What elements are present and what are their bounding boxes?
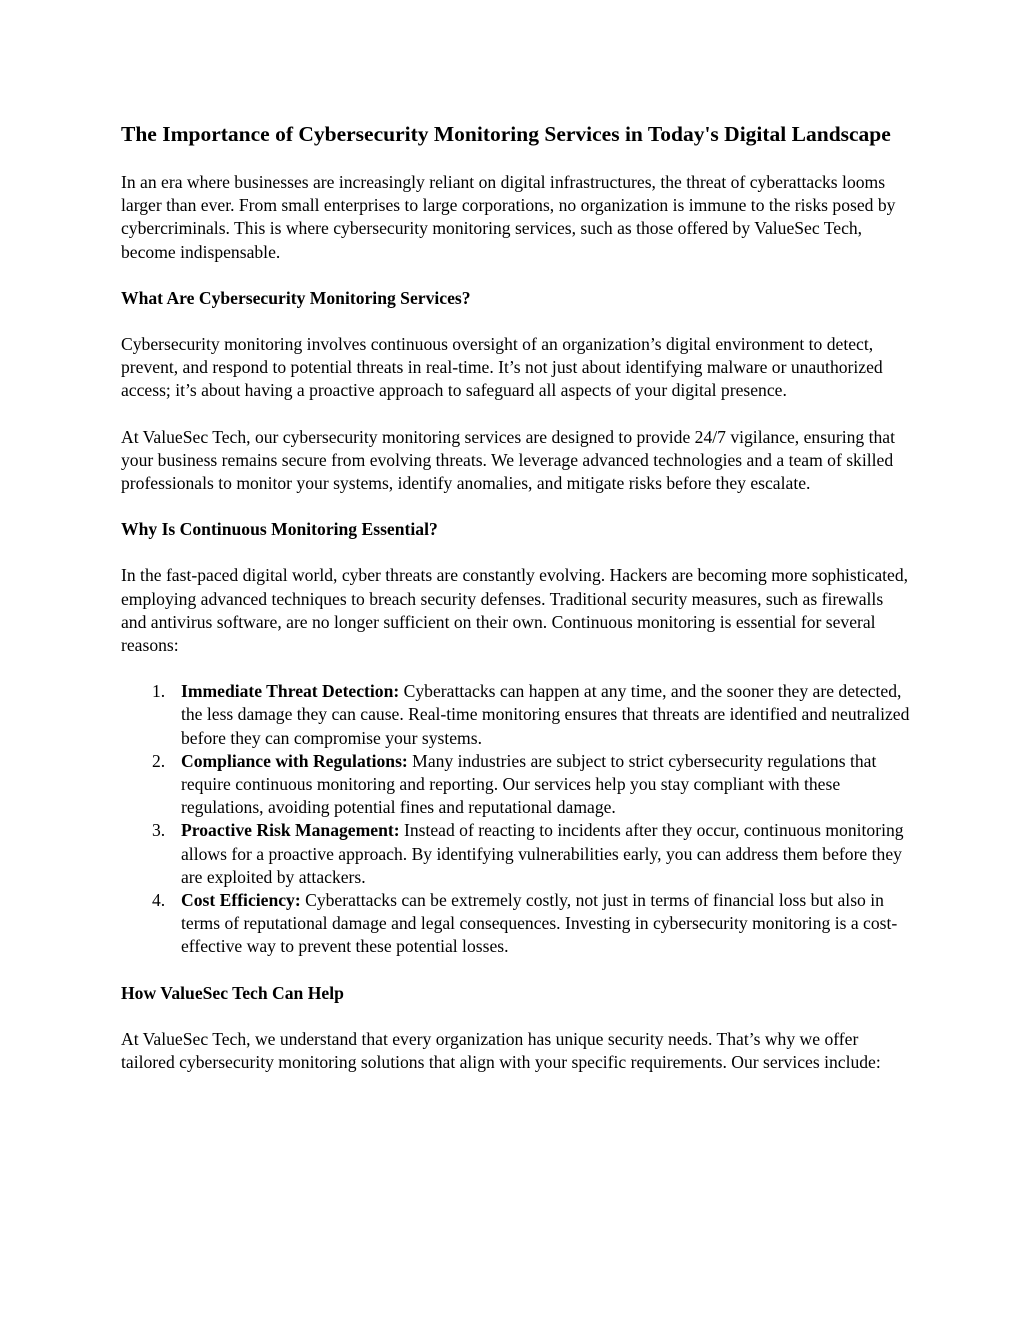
section1-paragraph-2: At ValueSec Tech, our cybersecurity monitoring services are designed to provide 24/7 vigilance, ensuring that your business remains secure from evolving threats. We leverage advanced technologies and a team of skilled professionals to monitor your systems, identify anomalies, and mitigate risks before they escalate.	[121, 426, 895, 494]
section1-paragraph-1: Cybersecurity monitoring involves continuous oversight of an organization’s digital environment to detect, prevent, and respond to potential threats in real-time. It’s not just about identifying malware or unauthorized access; it’s about having a proactive approach to safeguard all aspects of your digital presence.	[121, 334, 883, 401]
list-item-title: Immediate Threat Detection:	[181, 681, 400, 702]
list-item-text: Many industries are subject to strict cybersecurity regulations that require continuous monitoring and reporting. Our services help you stay compliant with these regulations, avoiding potential fines and reputational damage.	[181, 750, 877, 818]
list-item	[121, 819, 911, 889]
list-item-number: 4.	[152, 890, 166, 911]
list-item-number: 2.	[152, 750, 166, 771]
section-heading-how-help: How ValueSec Tech Can Help	[121, 982, 344, 1003]
list-item-title: Cost Efficiency:	[181, 890, 301, 911]
reasons-list	[121, 680, 911, 958]
list-item-text: Instead of reacting to incidents after they occur, continuous monitoring allows for a proactive approach. By identifying vulnerabilities early, you can address them before they are exploited by attackers.	[181, 820, 904, 887]
document-title: The Importance of Cybersecurity Monitoring Services in Today's Digital Landscape	[121, 122, 891, 146]
list-item-number: 3.	[152, 820, 166, 841]
list-item	[121, 889, 911, 959]
section-heading-what-are: What Are Cybersecurity Monitoring Services?	[121, 287, 471, 308]
list-item	[121, 680, 911, 750]
list-item-number: 1.	[152, 681, 166, 702]
section-heading-why-continuous: Why Is Continuous Monitoring Essential?	[121, 519, 438, 540]
list-item-title: Proactive Risk Management:	[181, 820, 400, 841]
list-item-title: Compliance with Regulations:	[181, 750, 408, 771]
list-item-text: Cyberattacks can happen at any time, and the sooner they are detected, the less damage they can cause. Real-time monitoring ensures that threats are identified and neutralized before they can compromise your systems.	[181, 681, 910, 748]
document-page	[121, 120, 911, 1097]
section3-paragraph-1: At ValueSec Tech, we understand that every organization has unique security needs. That’s why we offer tailored cybersecurity monitoring solutions that align with your specific requirements. Our services include:	[121, 1028, 881, 1073]
list-item-text: Cyberattacks can be extremely costly, not just in terms of financial loss but also in terms of reputational damage and legal consequences. Investing in cybersecurity monitoring is a cost-effective way to prevent these potential losses.	[181, 890, 898, 957]
intro-paragraph: In an era where businesses are increasingly reliant on digital infrastructures, the threat of cyberattacks looms larger than ever. From small enterprises to large corporations, no organization is immune to the risks posed by cybercriminals. This is where cybersecurity monitoring services, such as those offered by ValueSec Tech, become indispensable.	[121, 172, 896, 262]
section2-paragraph-1: In the fast-paced digital world, cyber threats are constantly evolving. Hackers are becoming more sophisticated, employing advanced techniques to breach security defenses. Traditional security measures, such as firewalls and antivirus software, are no longer sufficient on their own. Continuous monitoring is essential for several reasons:	[121, 565, 909, 656]
list-item	[121, 750, 911, 820]
